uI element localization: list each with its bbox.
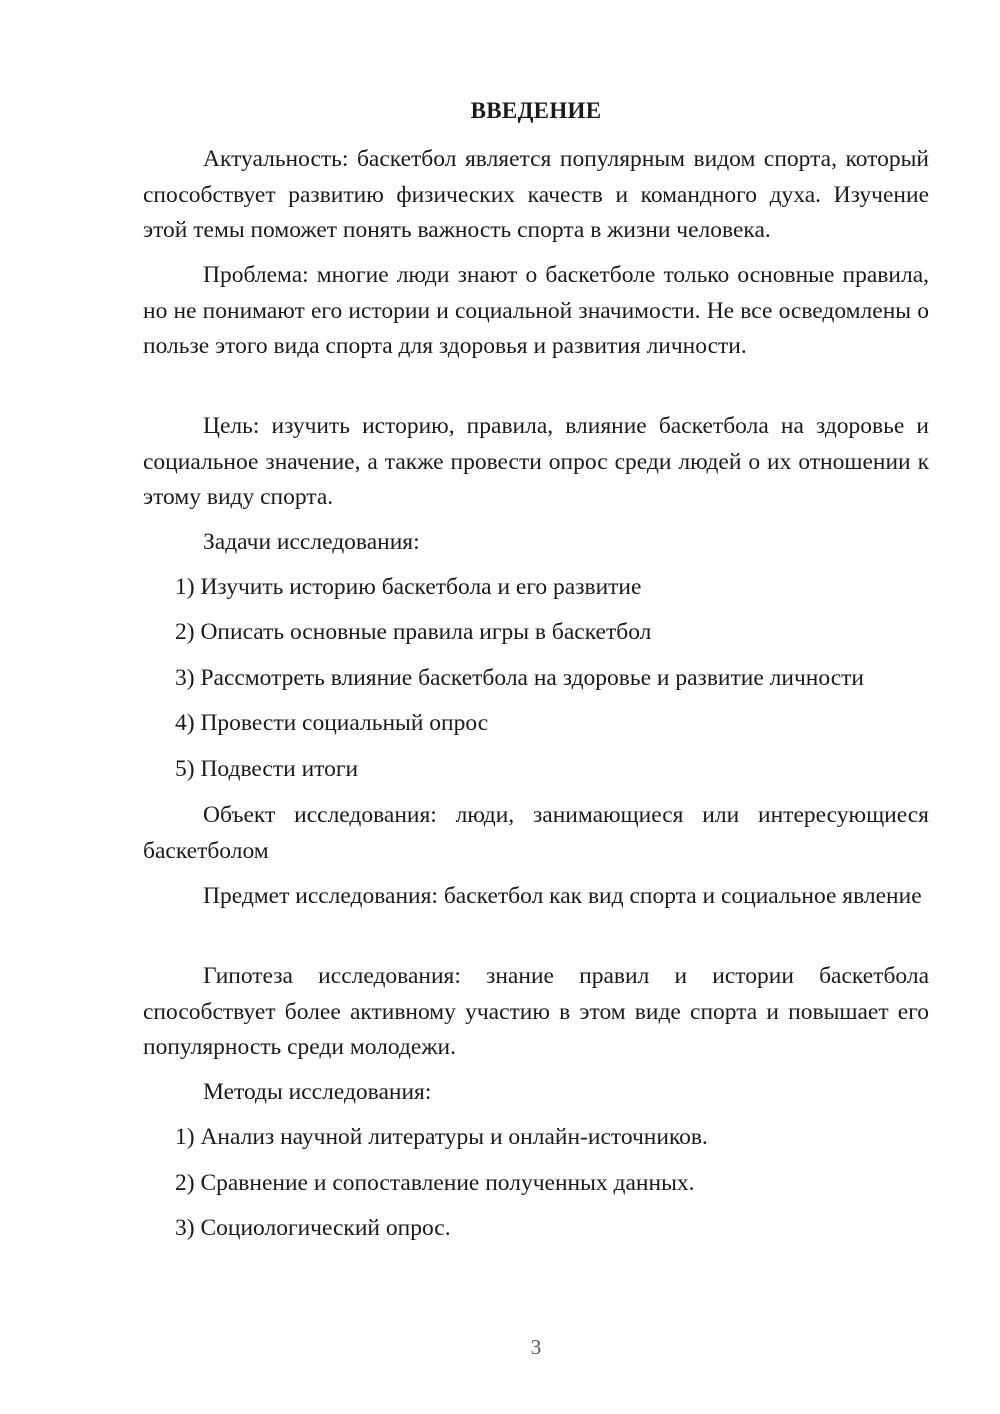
paragraph-hypothesis: Гипотеза исследования: знание правил и истории баскетбола способствует более активному участию в этом виде спорта и повышает его популярность среди молодежи. [143, 963, 929, 1060]
page-number: 3 [530, 1335, 542, 1359]
task-item: 3) Рассмотреть влияние баскетбола на здоровье и развитие личности [175, 665, 864, 691]
method-item: 1) Анализ научной литературы и онлайн-источников. [175, 1124, 708, 1150]
method-item: 3) Социологический опрос. [175, 1215, 451, 1241]
paragraph-subject: Предмет исследования: баскетбол как вид спорта и социальное явление [203, 883, 922, 909]
paragraph-relevance: Актуальность: баскетбол является популярным видом спорта, который способствует развитию физических качеств и командного духа. Изучение этой темы поможет понять важность спорта в жизни человека. [143, 146, 929, 243]
task-item: 2) Описать основные правила игры в баскетбол [175, 619, 652, 645]
method-item: 2) Сравнение и сопоставление полученных данных. [175, 1170, 695, 1196]
task-item: 1) Изучить историю баскетбола и его развитие [175, 574, 642, 600]
tasks-heading: Задачи исследования: [203, 529, 420, 555]
paragraph-goal: Цель: изучить историю, правила, влияние баскетбола на здоровье и социальное значение, а также провести опрос среди людей о их отношении к этому виду спорта. [143, 413, 929, 510]
page-title: ВВЕДЕНИЕ [470, 98, 602, 123]
task-item: 4) Провести социальный опрос [175, 710, 489, 736]
paragraph-object: Объект исследования: люди, занимающиеся или интересующиеся баскетболом [143, 802, 929, 864]
methods-heading: Методы исследования: [203, 1079, 432, 1105]
task-item: 5) Подвести итоги [175, 756, 359, 782]
paragraph-problem: Проблема: многие люди знают о баскетболе только основные правила, но не понимают его истории и социальной значимости. Не все осведомлены о пользе этого вида спорта для здоровья и развития личности. [143, 262, 929, 359]
